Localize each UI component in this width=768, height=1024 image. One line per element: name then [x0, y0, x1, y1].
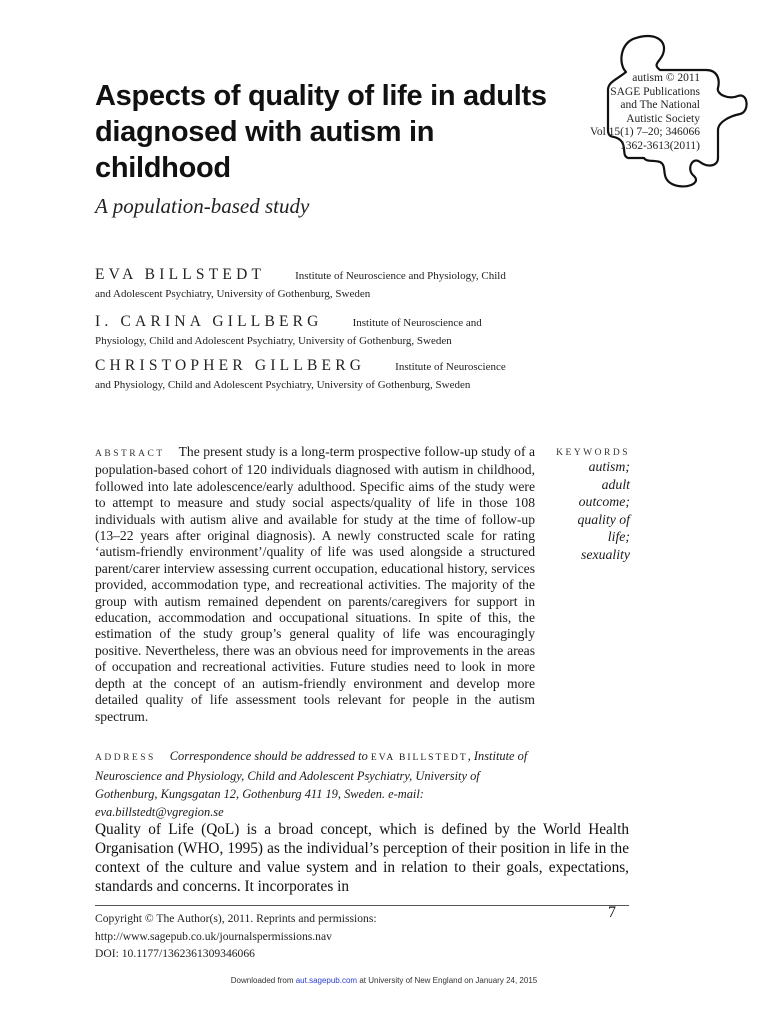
- keyword: sexuality: [580, 546, 630, 562]
- journal-info-line: 1362-3613(2011): [619, 139, 700, 152]
- author-affiliation: and Physiology, Child and Adolescent Psychiatry, University of Gothenburg, Sweden: [95, 379, 471, 391]
- keyword: adult: [601, 476, 630, 492]
- keyword: autism;: [588, 459, 630, 474]
- keyword: quality of: [577, 511, 630, 527]
- keyword: life;: [607, 529, 630, 544]
- address-label: ADDRESS: [95, 753, 156, 763]
- author-affiliation: Institute of Neuroscience and: [352, 317, 482, 329]
- journal-info-line: and The National: [620, 99, 700, 111]
- address-name: EVA BILLSTEDT: [370, 753, 468, 763]
- address-text: Correspondence should be addressed to: [169, 749, 368, 763]
- keyword: outcome;: [578, 494, 630, 509]
- page-number: 7: [608, 904, 616, 921]
- body-paragraph: Quality of Life (QoL) is a broad concept, which is defined by the World Health Organisation (WHO, 1995) as the individual’s perception of their position in life in the context of the culture and value system and in relation to their goals, expectations, standards and concerns. It incorporates in: [95, 821, 629, 895]
- author-name: I. CARINA GILLBERG: [95, 313, 323, 330]
- author-block: [95, 313, 545, 351]
- author-block: [95, 266, 545, 304]
- author-affiliation: Physiology, Child and Adolescent Psychiatry, University of Gothenburg, Sweden: [95, 335, 452, 347]
- download-notice-suffix: at University of New England on January 24, 2015: [359, 976, 538, 985]
- download-notice: [0, 976, 768, 985]
- keywords: [548, 448, 630, 563]
- author-affiliation: and Adolescent Psychiatry, University of Gothenburg, Sweden: [95, 288, 371, 300]
- copyright-line: Copyright © The Author(s), 2011. Reprints and permissions:: [95, 912, 377, 925]
- footer-divider: [95, 905, 629, 906]
- footer: [95, 910, 515, 963]
- journal-info-line: autism © 2011: [632, 72, 700, 84]
- author-affiliation: Institute of Neuroscience: [395, 361, 506, 373]
- author-affiliation: Institute of Neuroscience and Physiology, Child: [295, 270, 506, 282]
- correspondence-address: [95, 747, 535, 821]
- address-text: , Institute of Neuroscience and Physiology, Child and Adolescent Psychiatry, University of Gothenburg, Kungsgatan 12, Gothenburg 411 19, Sweden. e-mail: eva.billstedt@vgregion.se: [95, 749, 528, 819]
- permissions-url[interactable]: http://www.sagepub.co.uk/journalspermissions.nav: [95, 929, 332, 943]
- journal-info-line: Autistic Society: [626, 112, 700, 125]
- doi: DOI: 10.1177/1362361309346066: [95, 947, 255, 960]
- keywords-label: KEYWORDS: [556, 448, 630, 458]
- abstract: [95, 444, 535, 725]
- author-name: EVA BILLSTEDT: [95, 266, 266, 283]
- journal-info: [560, 72, 700, 153]
- download-source-link[interactable]: aut.sagepub.com: [295, 976, 358, 985]
- author-block: [95, 357, 545, 395]
- article-subtitle: A population-based study: [95, 194, 310, 218]
- journal-info-line: SAGE Publications: [610, 85, 700, 98]
- abstract-label: ABSTRACT: [95, 449, 165, 459]
- article-title: Aspects of quality of life in adults diagnosed with autism in childhood: [95, 80, 547, 184]
- author-name: CHRISTOPHER GILLBERG: [95, 357, 366, 374]
- download-notice-prefix: Downloaded from: [230, 976, 294, 985]
- journal-info-line: Vol 15(1) 7–20; 346066: [590, 126, 700, 138]
- abstract-text: The present study is a long-term prospective follow-up study of a population-based cohort of 120 individuals diagnosed with autism in childhood, followed into late adolescence/early adulthood. Specific aims of the study were to attempt to measure and study social aspects/quality of life in those 108 individuals with autism alive and available for study at the time of follow-up (13–22 years after original diagnosis). A newly constructed scale for rating ‘autism-friendly environment’/quality of life was used alongside a structured parent/carer interview assessing current occupation, educational history, services provided, accommodation type, and recreational activities. The majority of the group with autism remained dependent on parents/caregivers for support in education, accommodation and occupational situations. In spite of this, the estimation of the study group’s general quality of life was encouragingly positive. Nevertheless, there was an obvious need for improvements in the areas of occupation and recreational activities. Future studies need to look in more depth at the concept of an autism-friendly environment and develop more detailed quality of life assessment tools relevant for people in the autism spectrum.: [95, 444, 535, 724]
